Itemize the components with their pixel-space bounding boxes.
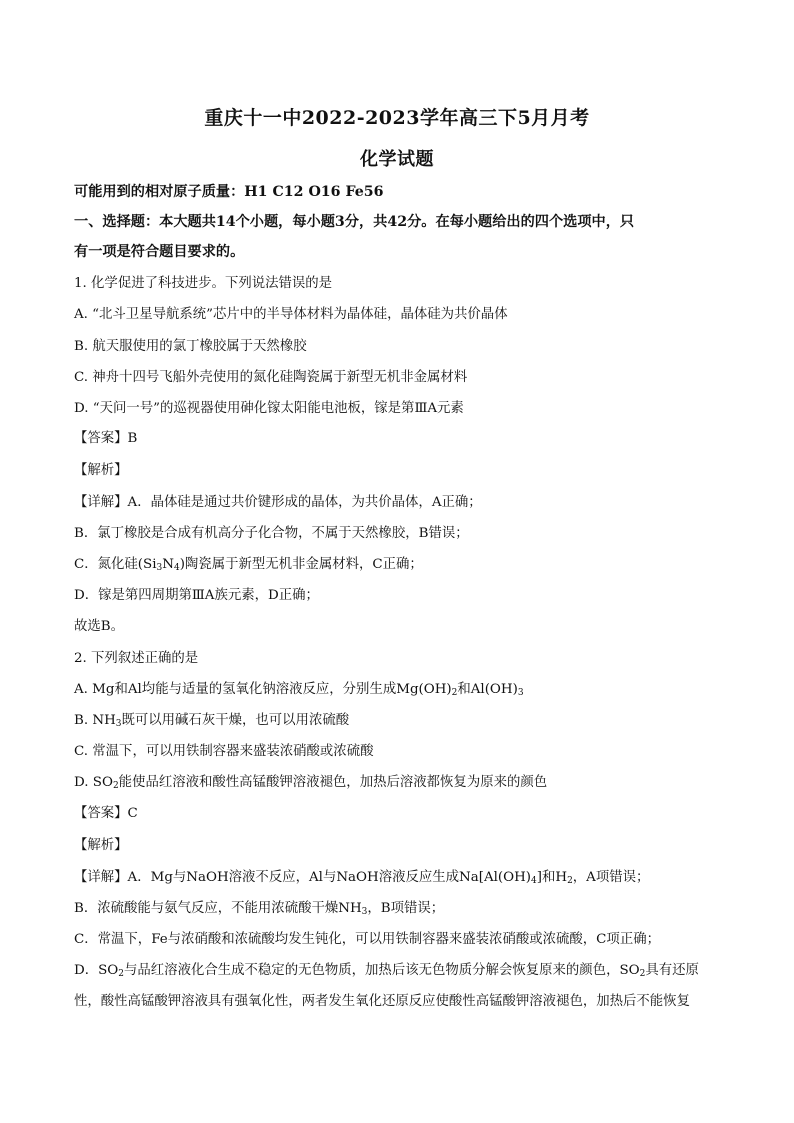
q1-option-d: D. “天问一号”的巡视器使用砷化镓太阳能电池板，镓是第ⅢA元素: [74, 401, 464, 416]
q2-detail-c: C．常温下，Fe与浓硝酸和浓硫酸均发生钝化，可以用铁制容器来盛装浓硝酸或浓硫酸，C项正确；: [74, 932, 660, 947]
section-heading-line2: 有一项是符合题目要求的。: [74, 244, 245, 260]
q2-detail-b: B．浓硫酸能与氨气反应，不能用浓硫酸干燥$NH_3$，B项错误；: [74, 901, 445, 917]
q2-analysis-label: 【解析】: [74, 838, 128, 853]
q2-option-c: C. 常温下，可以用铁制容器来盛装浓硝酸或浓硫酸: [74, 744, 374, 759]
q1-stem: 1. 化学促进了科技进步。下列说法错误的是: [74, 276, 333, 291]
q2-option-b: B. $NH_3$既可以用碱石灰干燥，也可以用浓硫酸: [74, 713, 350, 729]
q2-detail-d-line1: D．$SO_2$与品红溶液化合生成不稳定的无色物质，加热后该无色物质分解会恢复原来的颜色，$SO_2$具有还原: [74, 963, 699, 979]
page-subtitle: 化学试题: [360, 149, 434, 170]
q2-detail-d-line2: 性，酸性高锰酸钾溶液具有强氧化性，两者发生氧化还原反应使酸性高锰酸钾溶液褪色，加热后不能恢复: [74, 994, 690, 1009]
q1-option-a: A. “北斗卫星导航系统”芯片中的半导体材料为晶体硅，晶体硅为共价晶体: [74, 307, 508, 322]
q2-option-d: D. $SO_2$能使品红溶液和酸性高锰酸钾溶液褪色，加热后溶液都恢复为原来的颜色: [74, 775, 548, 791]
q2-answer: 【答案】C: [74, 806, 138, 821]
q1-option-b: B. 航天服使用的氯丁橡胶属于天然橡胶: [74, 339, 307, 354]
q1-answer: 【答案】B: [74, 431, 138, 446]
page-title: 重庆十一中2022-2023学年高三下5月月考: [204, 107, 590, 129]
q2-option-a: A. Mg和Al均能与适量的氢氧化钠溶液反应，分别生成$Mg(OH)_2$和$Al(OH)_3$: [74, 682, 524, 698]
q1-conclusion: 故选B。: [74, 619, 125, 634]
section-heading-line1: 一、选择题：本大题共14个小题，每小题3分，共42分。在每小题给出的四个选项中，只: [74, 214, 635, 230]
q1-detail-d: D．镓是第四周期第ⅢA族元素，D正确；: [74, 588, 319, 603]
atomic-mass-note: 可能用到的相对原子质量：H1 C12 O16 Fe56: [74, 184, 384, 200]
q1-analysis-label: 【解析】: [74, 463, 128, 478]
q1-detail-b: B．氯丁橡胶是合成有机高分子化合物，不属于天然橡胶，B错误；: [74, 526, 469, 541]
q1-detail-a: 【详解】A．晶体硅是通过共价键形成的晶体，为共价晶体，A正确；: [74, 495, 482, 510]
q2-stem: 2. 下列叙述正确的是: [74, 651, 199, 666]
q1-option-c: C. 神舟十四号飞船外壳使用的氮化硅陶瓷属于新型无机非金属材料: [74, 370, 468, 385]
q2-detail-a: 【详解】A．Mg与NaOH溶液不反应，Al与NaOH溶液反应生成$Na[Al(OH)_4]$和$H_2$，A项错误；: [74, 870, 650, 886]
q1-detail-c: C．氮化硅$(Si_3N_4)$陶瓷属于新型无机非金属材料，C正确；: [74, 557, 423, 573]
